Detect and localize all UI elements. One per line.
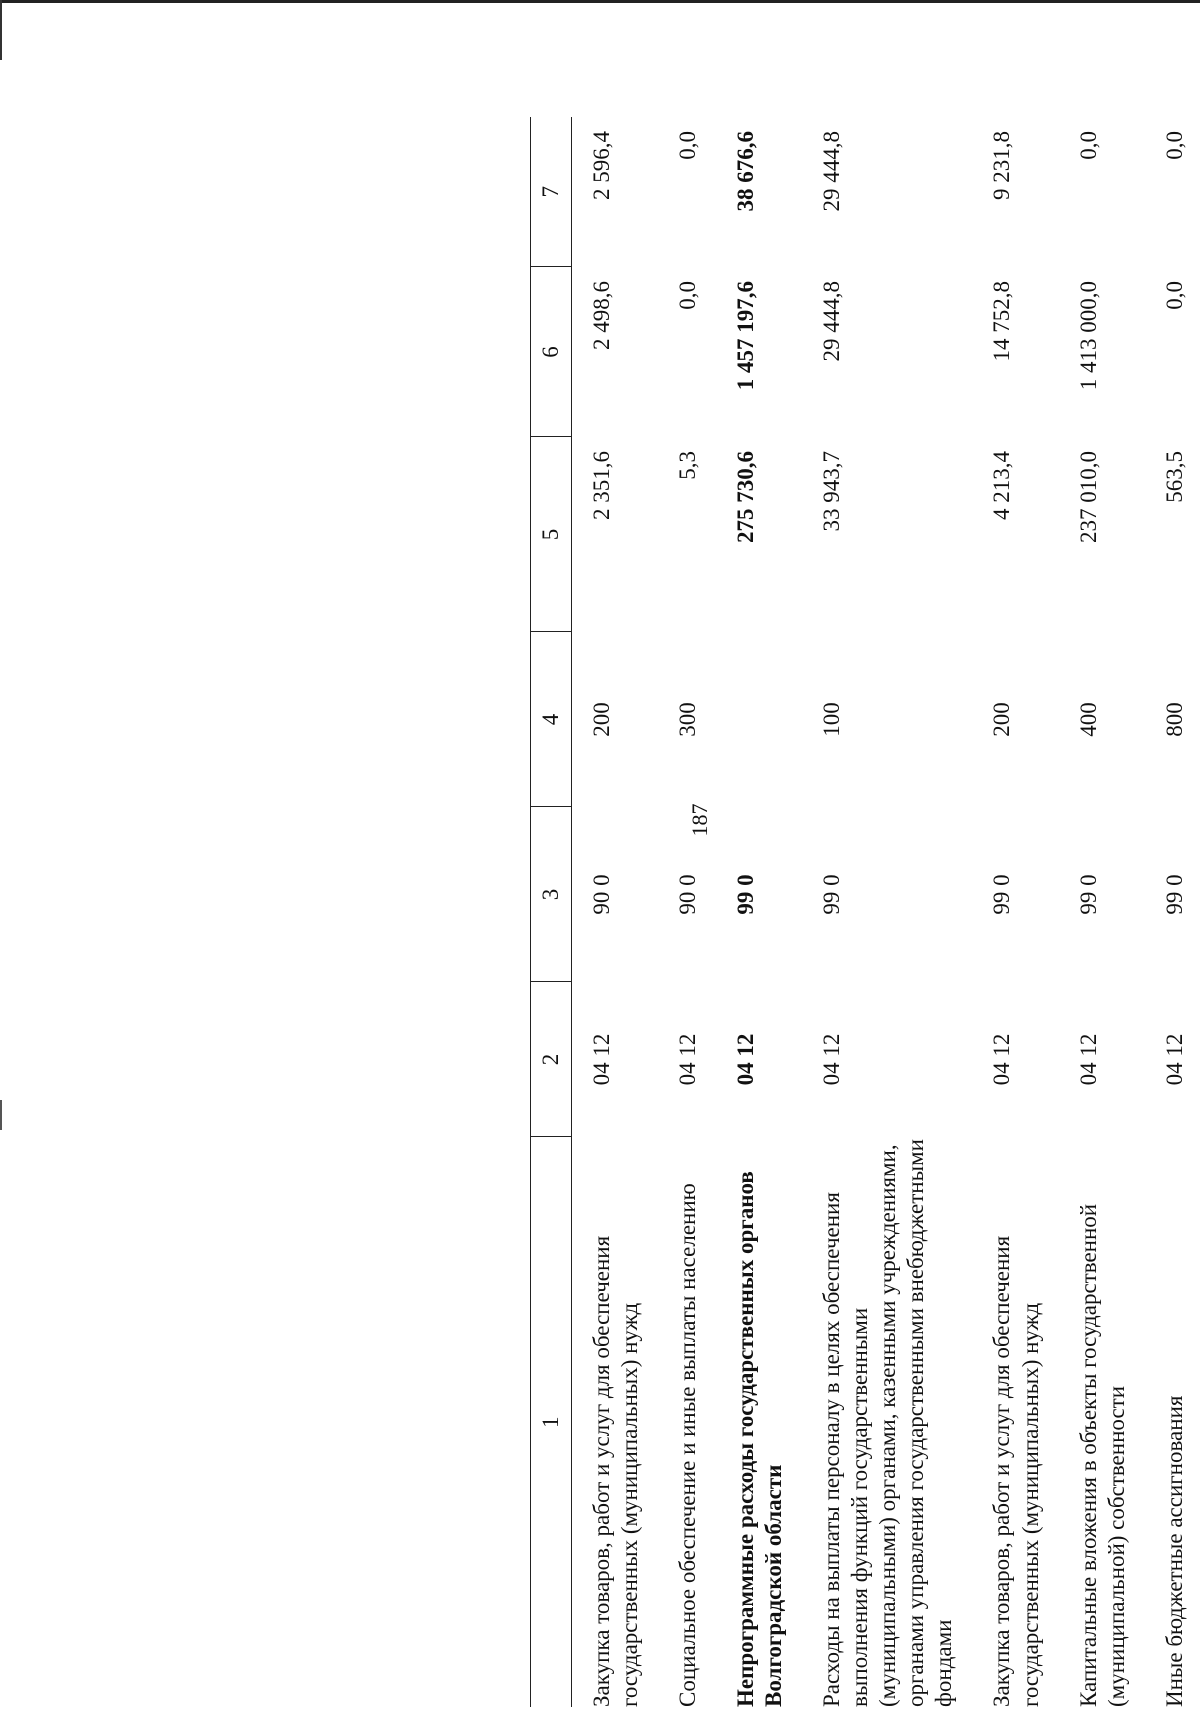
rotated-table-wrapper (530, 117, 1200, 1707)
row-expense-type: 800 (1161, 702, 1187, 737)
table-row (1061, 117, 1147, 1707)
row-name: Капитальные вложения в объекты государственной (муниципальной) собственности (1075, 1203, 1129, 1707)
row-section: 04 12 (1075, 1033, 1101, 1086)
column-header: 1 (531, 1137, 572, 1707)
row-name: Социальное обеспечение и иные выплаты населению (675, 1183, 701, 1707)
table-row (1147, 117, 1200, 1707)
row-name: Расходы на выплаты персоналу в целях обеспечения выполнения функций государственными (муниципальными) органами, казенными учреждениями, органами управления государственными внебюджетными фондами (819, 1139, 957, 1707)
row-value-5: 275 730,6 (733, 451, 759, 543)
row-expense-type: 300 (675, 702, 701, 737)
row-expense-type: 400 (1075, 702, 1101, 737)
table-row-bold (718, 117, 804, 1707)
scan-edge-left (0, 0, 2, 1710)
row-section: 04 12 (675, 1033, 701, 1086)
row-value-5: 33 943,7 (819, 451, 845, 532)
row-value-5: 2 351,6 (589, 451, 614, 520)
row-expense-type: 100 (819, 702, 845, 737)
page-number: 187 (687, 803, 712, 837)
row-value-7: 38 676,6 (733, 131, 759, 212)
row-name: Непрограммные расходы государственных органов Волгоградской области (733, 1171, 787, 1707)
row-value-5: 563,5 (1161, 451, 1187, 503)
row-target: 90 0 (589, 874, 614, 915)
row-section: 04 12 (733, 1033, 759, 1086)
table-row (974, 117, 1060, 1707)
column-header: 6 (531, 267, 572, 437)
row-section: 04 12 (1161, 1033, 1187, 1086)
row-expense-type (718, 632, 804, 807)
table-row (660, 117, 718, 1707)
row-value-7: 0,0 (675, 131, 701, 160)
row-expense-type: 200 (589, 702, 614, 737)
row-section: 04 12 (819, 1033, 845, 1086)
table-row (572, 117, 661, 1707)
row-value-5: 237 010,0 (1075, 451, 1101, 543)
row-value-6: 0,0 (675, 281, 701, 310)
column-header: 7 (531, 117, 572, 267)
column-header: 4 (531, 632, 572, 807)
row-expense-type: 200 (989, 702, 1015, 737)
row-section: 04 12 (989, 1033, 1015, 1086)
row-value-6: 2 498,6 (589, 281, 614, 350)
row-value-5: 5,3 (675, 451, 701, 480)
row-value-7: 0,0 (1075, 131, 1101, 160)
row-value-6: 14 752,8 (989, 281, 1015, 362)
row-value-7: 29 444,8 (819, 131, 845, 212)
row-value-6: 0,0 (1161, 281, 1187, 310)
row-target: 99 0 (819, 874, 845, 915)
row-name: Закупка товаров, работ и услуг для обеспечения государственных (муниципальных) нужд (989, 1235, 1043, 1707)
header-row (531, 117, 572, 1707)
row-value-7: 0,0 (1161, 131, 1187, 160)
column-header: 3 (531, 807, 572, 982)
row-name: Закупка товаров, работ и услуг для обеспечения государственных (муниципальных) нужд (589, 1235, 643, 1707)
row-target: 99 0 (989, 874, 1015, 915)
row-value-6: 29 444,8 (819, 281, 845, 362)
scan-edge-top (0, 0, 1200, 3)
row-target: 99 0 (733, 874, 759, 915)
row-target: 90 0 (675, 874, 701, 915)
row-value-7: 2 596,4 (589, 131, 614, 200)
budget-table (530, 117, 1200, 1707)
row-name: Иные бюджетные ассигнования (1161, 1395, 1187, 1707)
column-header: 2 (531, 982, 572, 1137)
row-target: 99 0 (1075, 874, 1101, 915)
row-target: 99 0 (1161, 874, 1187, 915)
row-value-7: 9 231,8 (989, 131, 1015, 200)
row-section: 04 12 (589, 1033, 614, 1086)
column-header: 5 (531, 437, 572, 632)
row-value-6: 1 413 000,0 (1075, 281, 1101, 391)
table-row (804, 117, 974, 1707)
row-value-6: 1 457 197,6 (733, 281, 759, 391)
row-value-5: 4 213,4 (989, 451, 1015, 520)
